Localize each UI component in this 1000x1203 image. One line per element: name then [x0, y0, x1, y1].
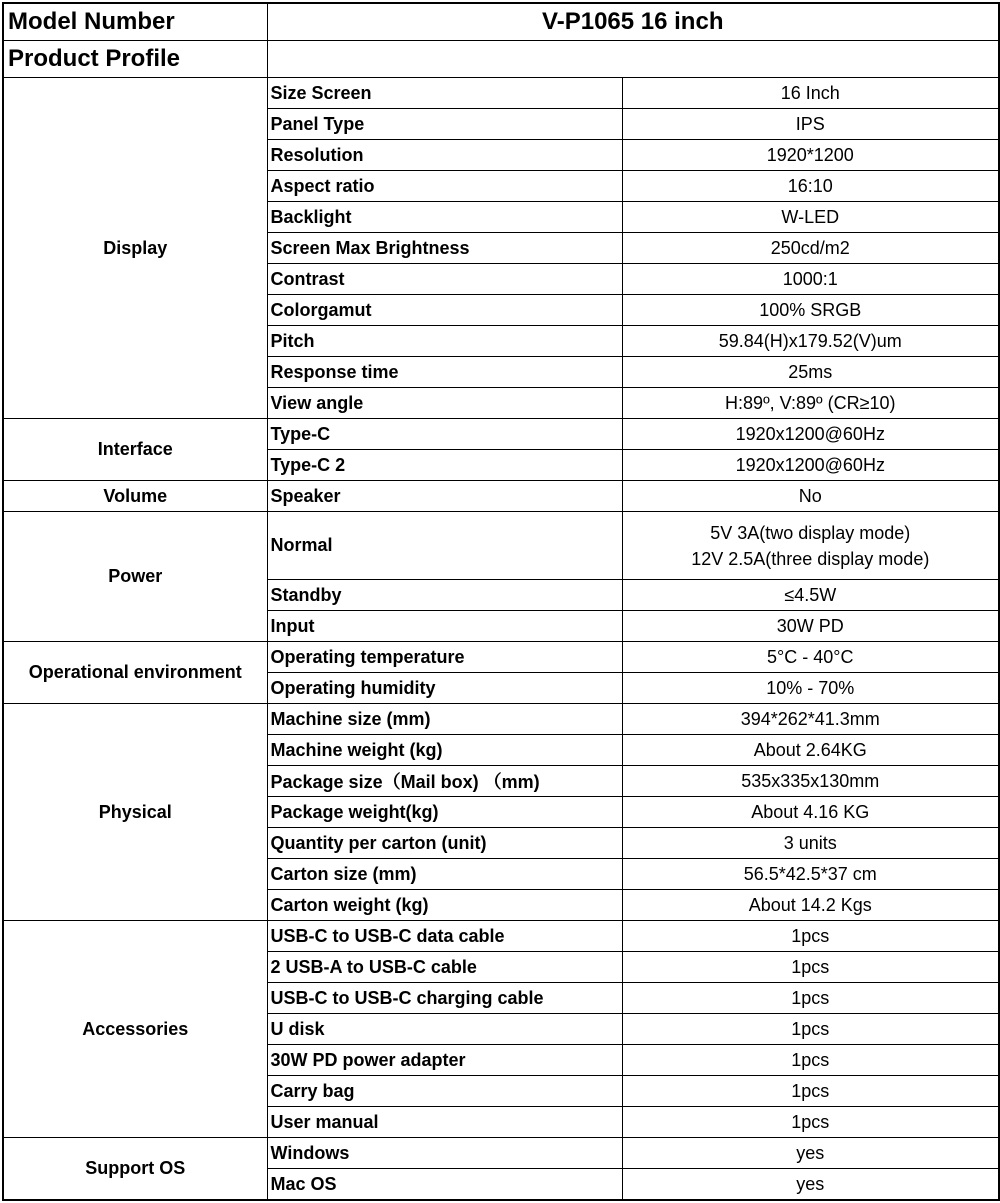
spec-param-machine-weight-kg: Machine weight (kg)	[267, 735, 622, 766]
spec-param-usb-c-to-usb-c-data-cable: USB-C to USB-C data cable	[267, 921, 622, 952]
physical-group-label: Physical	[3, 704, 267, 921]
spec-value-line-1: 5V 3A(two display mode)	[710, 522, 911, 543]
interface-group-label: Interface	[3, 419, 267, 481]
spec-param-carton-size-mm: Carton size (mm)	[267, 859, 622, 890]
spec-value-mac-os: yes	[622, 1169, 999, 1201]
spec-param-30w-pd-power-adapter: 30W PD power adapter	[267, 1045, 622, 1076]
spec-value-normal	[622, 512, 999, 580]
accessories-group-label: Accessories	[3, 921, 267, 1138]
spec-value-usb-c-to-usb-c-data-cable: 1pcs	[622, 921, 999, 952]
spec-param-2-usb-a-to-usb-c-cable: 2 USB-A to USB-C cable	[267, 952, 622, 983]
spec-value-line-2: 12V 2.5A(three display mode)	[691, 548, 930, 569]
spec-param-aspect-ratio: Aspect ratio	[267, 171, 622, 202]
spec-value-view-angle: H:89º, V:89º (CR≥10)	[622, 388, 999, 419]
interface-spec-row	[3, 419, 999, 450]
spec-value-panel-type: IPS	[622, 109, 999, 140]
spec-param-contrast: Contrast	[267, 264, 622, 295]
product-profile-label: Product Profile	[3, 41, 267, 78]
spec-value-30w-pd-power-adapter: 1pcs	[622, 1045, 999, 1076]
spec-param-windows: Windows	[267, 1138, 622, 1169]
support-os-group-label: Support OS	[3, 1138, 267, 1201]
spec-value-type-c-2: 1920x1200@60Hz	[622, 450, 999, 481]
spec-value-resolution: 1920*1200	[622, 140, 999, 171]
spec-param-screen-max-brightness: Screen Max Brightness	[267, 233, 622, 264]
spec-value-carton-size-mm: 56.5*42.5*37 cm	[622, 859, 999, 890]
spec-value-machine-size-mm: 394*262*41.3mm	[622, 704, 999, 735]
physical-spec-row	[3, 704, 999, 735]
spec-param-response-time: Response time	[267, 357, 622, 388]
spec-param-usb-c-to-usb-c-charging-cable: USB-C to USB-C charging cable	[267, 983, 622, 1014]
spec-value-machine-weight-kg: About 2.64KG	[622, 735, 999, 766]
product-profile-row	[3, 41, 999, 78]
spec-param-user-manual: User manual	[267, 1107, 622, 1138]
spec-value-speaker: No	[622, 481, 999, 512]
spec-value-windows: yes	[622, 1138, 999, 1169]
volume-group-label: Volume	[3, 481, 267, 512]
spec-value-carry-bag: 1pcs	[622, 1076, 999, 1107]
spec-value-input: 30W PD	[622, 611, 999, 642]
display-group-label: Display	[3, 78, 267, 419]
spec-param-backlight: Backlight	[267, 202, 622, 233]
operational-environment-spec-row	[3, 642, 999, 673]
spec-param-size-screen: Size Screen	[267, 78, 622, 109]
spec-value-aspect-ratio: 16:10	[622, 171, 999, 202]
spec-value-user-manual: 1pcs	[622, 1107, 999, 1138]
spec-value-usb-c-to-usb-c-charging-cable: 1pcs	[622, 983, 999, 1014]
spec-param-colorgamut: Colorgamut	[267, 295, 622, 326]
model-number-row	[3, 3, 999, 41]
spec-param-standby: Standby	[267, 580, 622, 611]
spec-param-view-angle: View angle	[267, 388, 622, 419]
spec-value-u-disk: 1pcs	[622, 1014, 999, 1045]
spec-param-resolution: Resolution	[267, 140, 622, 171]
spec-value-carton-weight-kg: About 14.2 Kgs	[622, 890, 999, 921]
power-group-label: Power	[3, 512, 267, 642]
spec-param-u-disk: U disk	[267, 1014, 622, 1045]
spec-value-standby: ≤4.5W	[622, 580, 999, 611]
operational-environment-group-label: Operational environment	[3, 642, 267, 704]
power-spec-row	[3, 512, 999, 580]
spec-value-type-c: 1920x1200@60Hz	[622, 419, 999, 450]
spec-param-package-size-mail-box-mm: Package size（Mail box) （mm)	[267, 766, 622, 797]
accessories-spec-row	[3, 921, 999, 952]
spec-param-quantity-per-carton-unit: Quantity per carton (unit)	[267, 828, 622, 859]
spec-param-package-weight-kg: Package weight(kg)	[267, 797, 622, 828]
spec-value-size-screen: 16 Inch	[622, 78, 999, 109]
spec-param-carry-bag: Carry bag	[267, 1076, 622, 1107]
spec-value-package-size-mail-box-mm: 535x335x130mm	[622, 766, 999, 797]
model-number-value: V-P1065 16 inch	[267, 3, 999, 41]
spec-param-pitch: Pitch	[267, 326, 622, 357]
spec-table	[2, 2, 1000, 1201]
spec-value-contrast: 1000:1	[622, 264, 999, 295]
spec-param-normal: Normal	[267, 512, 622, 580]
spec-param-type-c: Type-C	[267, 419, 622, 450]
spec-value-response-time: 25ms	[622, 357, 999, 388]
support-os-spec-row	[3, 1138, 999, 1169]
volume-spec-row	[3, 481, 999, 512]
spec-value-operating-humidity: 10% - 70%	[622, 673, 999, 704]
display-spec-row	[3, 78, 999, 109]
spec-param-operating-temperature: Operating temperature	[267, 642, 622, 673]
spec-table-body	[3, 3, 999, 1200]
spec-value-operating-temperature: 5°C - 40°C	[622, 642, 999, 673]
spec-param-type-c-2: Type-C 2	[267, 450, 622, 481]
product-profile-empty-cell	[267, 41, 999, 78]
spec-value-quantity-per-carton-unit: 3 units	[622, 828, 999, 859]
spec-value-2-usb-a-to-usb-c-cable: 1pcs	[622, 952, 999, 983]
spec-param-operating-humidity: Operating humidity	[267, 673, 622, 704]
spec-param-input: Input	[267, 611, 622, 642]
spec-param-speaker: Speaker	[267, 481, 622, 512]
spec-value-package-weight-kg: About 4.16 KG	[622, 797, 999, 828]
spec-value-colorgamut: 100% SRGB	[622, 295, 999, 326]
spec-value-backlight: W-LED	[622, 202, 999, 233]
spec-value-pitch: 59.84(H)x179.52(V)um	[622, 326, 999, 357]
spec-param-mac-os: Mac OS	[267, 1169, 622, 1201]
spec-param-carton-weight-kg: Carton weight (kg)	[267, 890, 622, 921]
spec-param-machine-size-mm: Machine size (mm)	[267, 704, 622, 735]
spec-param-panel-type: Panel Type	[267, 109, 622, 140]
model-number-label: Model Number	[3, 3, 267, 41]
spec-value-screen-max-brightness: 250cd/m2	[622, 233, 999, 264]
